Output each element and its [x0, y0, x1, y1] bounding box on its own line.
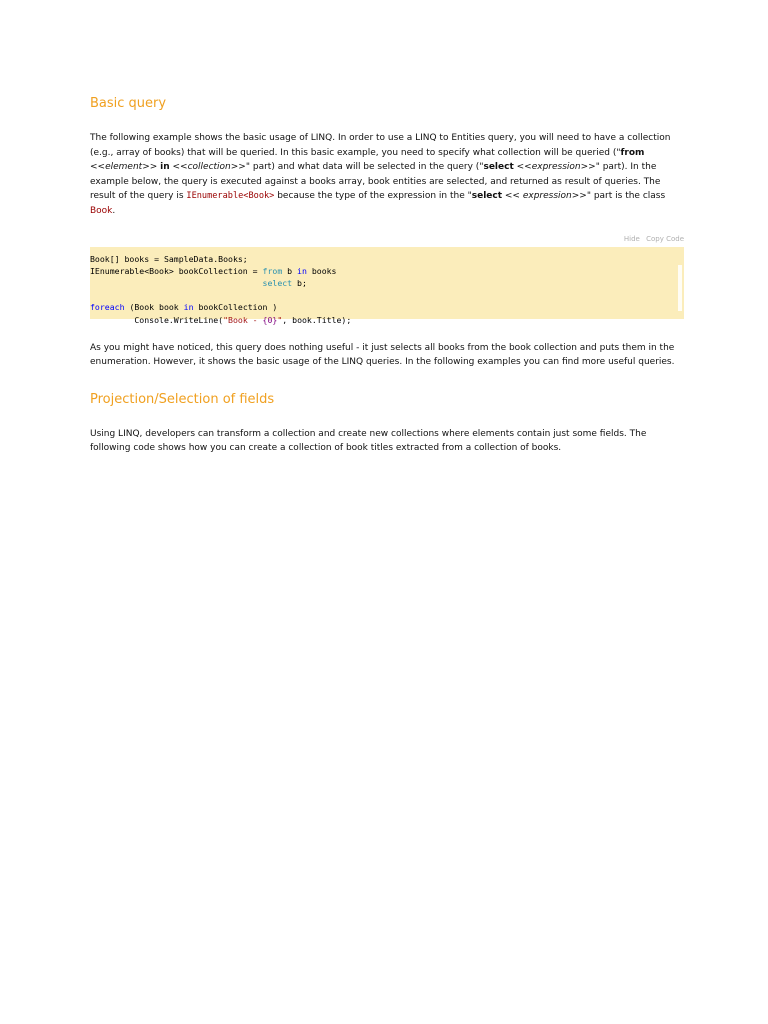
code-indent	[90, 315, 134, 325]
code-string: "	[277, 314, 283, 325]
basic-query-note-paragraph: As you might have noticed, this query does nothing useful - it just selects all books from the book collection and puts them in the enumeration. However, it shows the basic usage of the LINQ queries. In the following examples you can find more useful queries.	[90, 342, 675, 368]
section-heading-projection: Projection/Selection of fields	[90, 391, 275, 407]
text-run: " part). In the example below, the query is executed against a books array, book entities are selected, and returned as result of queries. The result of the query is	[90, 162, 661, 202]
code-indent	[90, 278, 263, 288]
code-keyword-foreach: foreach	[90, 302, 125, 313]
text-run: The following example shows the basic usage of LINQ. In order to use a LINQ to Entities query, you will need to have a collection (e.g., array of books) that will be queried. In this basic example, you need to specify what collection will be queried ("	[90, 133, 671, 158]
keyword-in: in	[160, 162, 170, 173]
copy-code-link[interactable]: Copy Code	[646, 234, 684, 243]
code-keyword-in: in	[183, 302, 194, 313]
text-run: " part is the class	[586, 191, 666, 202]
code-scrollbar[interactable]	[678, 265, 682, 311]
code-keyword-in: in	[297, 265, 307, 276]
code-text: Console.WriteLine(	[134, 314, 224, 325]
keyword-select: select	[483, 162, 514, 173]
text-run: .	[112, 205, 116, 216]
code-line-1: Book[] books = SampleData.Books;	[90, 253, 248, 264]
code-text: bookCollection )	[193, 302, 278, 313]
placeholder-element: <<element>>	[90, 162, 161, 173]
code-text: , book.Title);	[282, 314, 352, 325]
projection-paragraph: Using LINQ, developers can transform a collection and create new collections where elements contain just some fields. The following code shows how you can create a collection of book titles extracted from a collection of books.	[90, 428, 647, 454]
code-keyword-from: from	[262, 265, 283, 276]
keyword-from: from	[620, 147, 645, 158]
placeholder-collection: <<collection>>	[169, 162, 246, 173]
keyword-select: select	[471, 191, 503, 202]
code-string: "Book -	[223, 314, 263, 325]
code-keyword-select: select	[262, 277, 293, 288]
text-run: because the type of the expression in the "	[274, 191, 472, 202]
code-text: b;	[292, 277, 307, 288]
type-book: Book	[90, 205, 113, 216]
placeholder-expression: <<expression>>	[513, 162, 596, 173]
hide-code-link[interactable]: Hide	[623, 234, 640, 243]
code-text: books	[306, 265, 337, 276]
text-run: " part) and what data will be selected in the query ("	[245, 162, 484, 173]
code-text: b	[282, 265, 298, 276]
code-toolbar	[90, 234, 684, 244]
basic-query-paragraph	[90, 131, 684, 219]
code-block	[90, 247, 684, 325]
code-text: (Book book	[124, 302, 184, 313]
code-format-placeholder: {0}	[262, 314, 278, 325]
code-listing	[90, 253, 684, 326]
article-body	[90, 96, 684, 456]
type-ienumerable-book: IEnumerable<Book>	[186, 191, 275, 202]
code-text: IEnumerable<Book> bookCollection =	[90, 265, 263, 276]
section-heading-basic-query: Basic query	[90, 96, 167, 111]
placeholder-expression: << expression>>	[502, 191, 587, 202]
